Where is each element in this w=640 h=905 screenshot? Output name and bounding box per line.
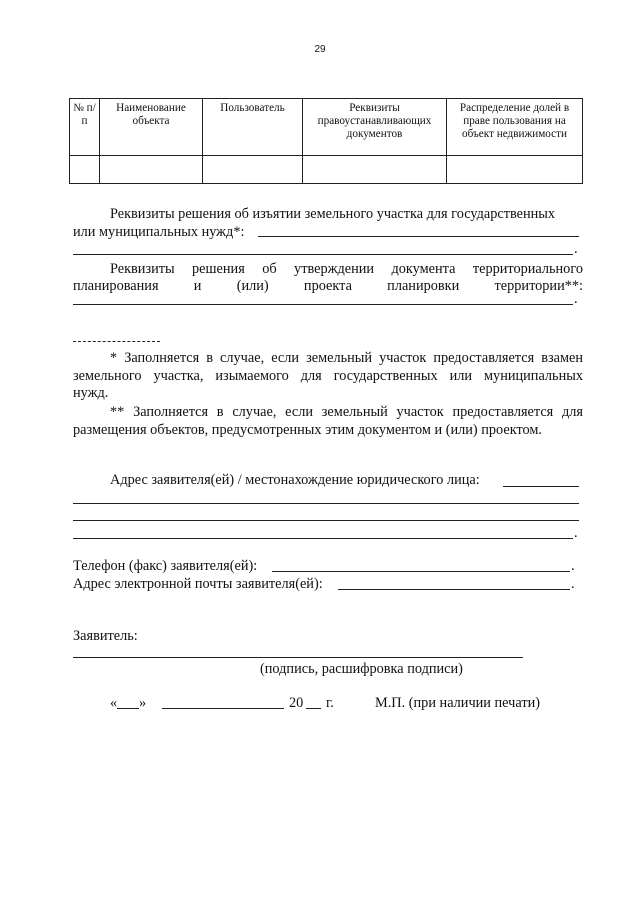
date-close-quote: »: [139, 695, 147, 711]
planning-end: .: [574, 291, 578, 307]
table-cell[interactable]: [70, 156, 100, 184]
date-year-suffix: г.: [326, 695, 334, 711]
seizure-heading: Реквизиты решения об изъятии земельного участка для государственных: [110, 206, 556, 222]
table-header-cell: Реквизиты правоустанавливающих документов: [303, 99, 447, 156]
date-open-quote: «: [110, 695, 118, 711]
phone-field[interactable]: [272, 571, 570, 572]
email-label: Адрес электронной почты заявителя(ей):: [73, 576, 323, 592]
table-header-cell: № п/п: [70, 99, 100, 156]
table-header-cell: Распределение долей в праве пользования на объект недвижимости: [447, 99, 583, 156]
seizure-end: .: [574, 241, 578, 257]
address-end: .: [574, 525, 578, 541]
page-number: 29: [314, 44, 326, 55]
date-year-field[interactable]: [306, 708, 321, 709]
table-header-row: [70, 99, 583, 156]
property-table: [69, 98, 583, 184]
seizure-field-1[interactable]: [258, 236, 579, 237]
planning-field[interactable]: [73, 304, 573, 305]
applicant-label: Заявитель:: [73, 628, 138, 644]
phone-end: .: [571, 558, 575, 574]
footnote-separator: [73, 341, 160, 342]
stamp-note: М.П. (при наличии печати): [375, 695, 540, 711]
footnote-2-line-2: размещения объектов, предусмотренных этим документом и (или) проектом.: [73, 422, 543, 438]
table-row: [70, 156, 583, 184]
table-cell[interactable]: [447, 156, 583, 184]
address-label: Адрес заявителя(ей) / местонахождение юридического лица:: [110, 472, 480, 488]
seizure-field-2[interactable]: [73, 254, 573, 255]
date-day-field[interactable]: [117, 708, 139, 709]
address-field-4[interactable]: [73, 538, 573, 539]
footnote-1-line-2: земельного участка, изымаемого для государственных или муниципальных: [73, 368, 583, 384]
address-field-3[interactable]: [73, 520, 579, 521]
table-cell[interactable]: [203, 156, 303, 184]
date-year-prefix: 20: [289, 695, 304, 711]
footnote-2-line-1: ** Заполняется в случае, если земельный участок предоставляется для: [110, 404, 583, 420]
planning-label: планирования и (или) проекта планировки территории**:: [73, 278, 583, 294]
signature-caption: (подпись, расшифровка подписи): [260, 661, 463, 677]
table-header-cell: Пользователь: [203, 99, 303, 156]
date-month-field[interactable]: [162, 708, 284, 709]
email-field[interactable]: [338, 589, 570, 590]
address-field-2[interactable]: [73, 503, 579, 504]
phone-label: Телефон (факс) заявителя(ей):: [73, 558, 258, 574]
table-cell[interactable]: [303, 156, 447, 184]
planning-heading: Реквизиты решения об утверждении документа территориального: [110, 261, 583, 277]
table-header-cell: Наименование объекта: [100, 99, 203, 156]
footnote-1-line-1: * Заполняется в случае, если земельный участок предоставляется взамен: [110, 350, 583, 366]
table-cell[interactable]: [100, 156, 203, 184]
address-field-1[interactable]: [503, 486, 579, 487]
signature-field[interactable]: [73, 657, 523, 658]
footnote-1-line-3: нужд.: [73, 385, 109, 401]
email-end: .: [571, 576, 575, 592]
seizure-label: или муниципальных нужд*:: [73, 224, 245, 240]
